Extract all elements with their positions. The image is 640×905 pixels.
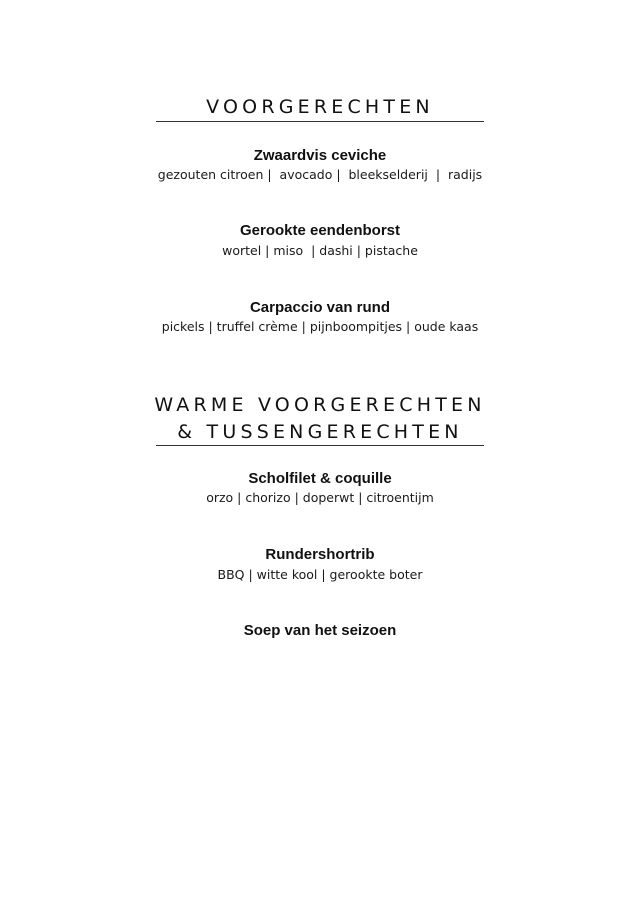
dish-name: Rundershortrib: [265, 546, 375, 563]
section-divider: [156, 445, 484, 446]
dish-description: pickels | truffel crème | pijnboompitjes | oude kaas: [161, 319, 479, 334]
dish-description: orzo | chorizo | doperwt | citroentijm: [206, 490, 434, 505]
section-title-warme-voorgerechten: WARME VOORGERECHTEN: [154, 394, 486, 416]
dish-name: Soep van het seizoen: [243, 622, 397, 639]
section-title-tussengerechten: & TUSSENGERECHTEN: [177, 421, 463, 443]
section-divider: [156, 121, 484, 122]
dish-name: Gerookte eendenborst: [239, 222, 401, 239]
dish-name: Carpaccio van rund: [249, 299, 391, 316]
dish-name: Scholfilet & coquille: [248, 470, 392, 487]
dish-description: BBQ | witte kool | gerookte boter: [217, 567, 423, 582]
dish-name: Zwaardvis ceviche: [253, 147, 387, 164]
section-title-voorgerechten: VOORGERECHTEN: [206, 96, 434, 118]
dish-description: wortel | miso | dashi | pistache: [222, 243, 418, 258]
dish-description: gezouten citroen | avocado | bleekselderij | radijs: [157, 167, 483, 182]
